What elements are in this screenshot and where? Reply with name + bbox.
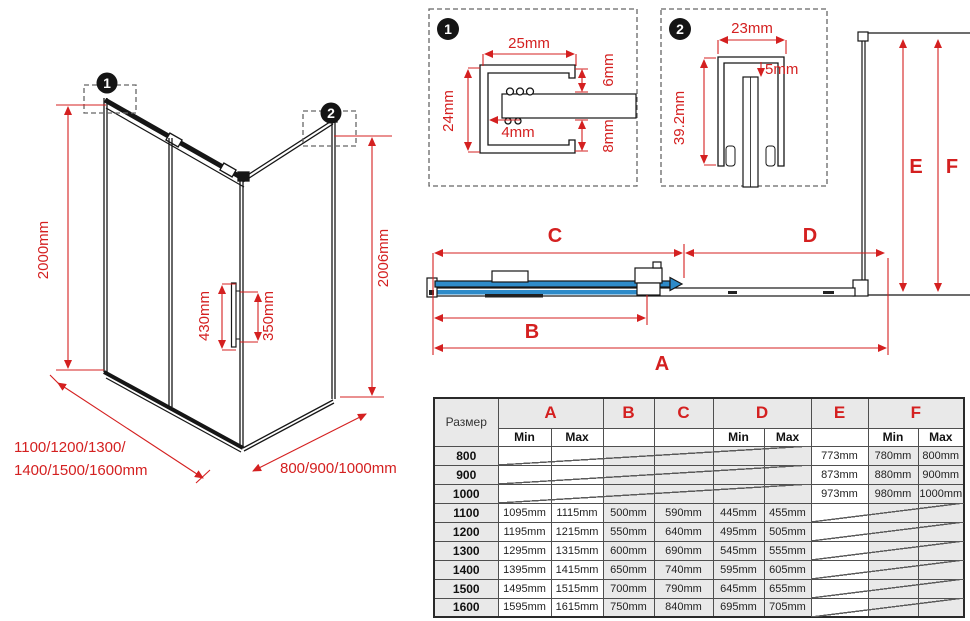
table-cell: 555mm	[764, 541, 811, 560]
d-max-header: Max	[764, 428, 811, 446]
table-cell	[654, 484, 713, 503]
e-subheader	[811, 428, 868, 446]
row-size-label: 1500	[434, 579, 498, 598]
header-d: D	[713, 398, 811, 428]
table-cell: 1615mm	[551, 598, 603, 617]
table-cell	[498, 465, 551, 484]
header-b: B	[603, 398, 654, 428]
table-cell: 980mm	[868, 484, 918, 503]
table-cell	[918, 560, 964, 579]
table-cell	[918, 579, 964, 598]
table-cell	[811, 503, 868, 522]
row-size-label: 1200	[434, 522, 498, 541]
table-cell	[868, 560, 918, 579]
table-cell: 1315mm	[551, 541, 603, 560]
table-cell	[868, 503, 918, 522]
row-size-label: 1000	[434, 484, 498, 503]
table-cell	[868, 598, 918, 617]
table-cell: 873mm	[811, 465, 868, 484]
table-cell	[868, 541, 918, 560]
table-cell: 600mm	[603, 541, 654, 560]
table-cell: 640mm	[654, 522, 713, 541]
a-min-header: Min	[498, 428, 551, 446]
detail-1-number: 1	[444, 21, 452, 37]
table-cell	[551, 465, 603, 484]
door-handle	[232, 283, 237, 347]
table-cell: 705mm	[764, 598, 811, 617]
table-cell: 750mm	[603, 598, 654, 617]
table-cell	[713, 484, 764, 503]
table-row	[434, 579, 964, 598]
header-e: E	[811, 398, 868, 428]
table-cell: 695mm	[713, 598, 764, 617]
table-cell	[603, 484, 654, 503]
table-row	[434, 541, 964, 560]
table-cell: 1215mm	[551, 522, 603, 541]
dim-depth: 800/900/1000mm	[280, 460, 397, 477]
dim-39mm: 39.2mm	[671, 90, 688, 146]
dim-width-line2: 1400/1500/1600mm	[14, 462, 148, 479]
table-cell: 605mm	[764, 560, 811, 579]
table-cell	[764, 465, 811, 484]
table-cell: 790mm	[654, 579, 713, 598]
table-cell: 840mm	[654, 598, 713, 617]
dim-letter-d: D	[802, 225, 818, 247]
dim-height-right: 2006mm	[375, 228, 392, 288]
table-cell: 455mm	[764, 503, 811, 522]
c-subheader	[654, 428, 713, 446]
table-row	[434, 446, 964, 465]
table-cell: 550mm	[603, 522, 654, 541]
dim-23mm: 23mm	[731, 20, 773, 37]
table-cell	[551, 446, 603, 465]
dim-letter-a: A	[654, 353, 670, 375]
table-cell	[811, 522, 868, 541]
table-cell: 445mm	[713, 503, 764, 522]
table-cell	[918, 598, 964, 617]
row-size-label: 1600	[434, 598, 498, 617]
table-cell: 1095mm	[498, 503, 551, 522]
plan-structure	[427, 32, 970, 298]
dim-handle-holes: 350mm	[260, 290, 277, 342]
table-cell	[603, 465, 654, 484]
header-a: A	[498, 398, 603, 428]
plan-view-drawing	[425, 10, 970, 395]
table-cell	[868, 579, 918, 598]
row-size-label: 1400	[434, 560, 498, 579]
table-cell	[868, 522, 918, 541]
table-cell: 800mm	[918, 446, 964, 465]
table-cell: 1000mm	[918, 484, 964, 503]
f-max-header: Max	[918, 428, 964, 446]
table-cell: 773mm	[811, 446, 868, 465]
table-cell	[811, 598, 868, 617]
table-cell	[551, 484, 603, 503]
roller-bracket-left	[492, 271, 528, 282]
callout-1-number: 1	[103, 75, 111, 91]
table-cell: 740mm	[654, 560, 713, 579]
size-table-wrap	[433, 397, 965, 618]
table-cell	[764, 446, 811, 465]
table-cell: 495mm	[713, 522, 764, 541]
detail-2-number: 2	[676, 21, 684, 37]
table-row	[434, 465, 964, 484]
table-cell: 505mm	[764, 522, 811, 541]
table-cell: 500mm	[603, 503, 654, 522]
row-size-label: 800	[434, 446, 498, 465]
table-cell: 645mm	[713, 579, 764, 598]
table-cell: 690mm	[654, 541, 713, 560]
table-cell: 1195mm	[498, 522, 551, 541]
row-size-label: 1300	[434, 541, 498, 560]
table-cell	[918, 503, 964, 522]
table-row	[434, 503, 964, 522]
f-min-header: Min	[868, 428, 918, 446]
table-cell: 700mm	[603, 579, 654, 598]
callout-1	[84, 73, 136, 114]
table-cell	[498, 484, 551, 503]
table-cell	[713, 465, 764, 484]
dim-letter-f: F	[945, 156, 959, 178]
table-cell: 1115mm	[551, 503, 603, 522]
table-cell	[918, 522, 964, 541]
enclosure-isometric-drawing	[0, 60, 425, 515]
table-cell: 1415mm	[551, 560, 603, 579]
callout-2	[303, 103, 356, 147]
d-min-header: Min	[713, 428, 764, 446]
table-row	[434, 484, 964, 503]
header-c: C	[654, 398, 713, 428]
fixed-glass-plan	[437, 290, 640, 295]
table-cell: 900mm	[918, 465, 964, 484]
dim-8mm: 8mm	[600, 119, 617, 153]
table-cell: 595mm	[713, 560, 764, 579]
table-cell	[654, 446, 713, 465]
table-cell: 1295mm	[498, 541, 551, 560]
table-row	[434, 522, 964, 541]
dim-4mm: 4mm	[501, 124, 535, 141]
size-column-header: Размер	[434, 398, 498, 446]
table-cell	[713, 446, 764, 465]
table-cell	[498, 446, 551, 465]
table-cell: 1515mm	[551, 579, 603, 598]
a-max-header: Max	[551, 428, 603, 446]
dim-6mm: 6mm	[600, 53, 617, 87]
table-row	[434, 598, 964, 617]
dim-letter-c: C	[547, 225, 563, 247]
size-table	[433, 397, 965, 618]
table-cell	[654, 465, 713, 484]
table-cell	[918, 541, 964, 560]
b-subheader	[603, 428, 654, 446]
roller-bracket-right	[635, 268, 662, 283]
dim-5mm: 5mm	[765, 61, 799, 78]
table-cell: 655mm	[764, 579, 811, 598]
dim-24mm: 24mm	[440, 90, 457, 132]
table-cell	[811, 579, 868, 598]
table-cell: 1495mm	[498, 579, 551, 598]
table-cell: 973mm	[811, 484, 868, 503]
table-cell: 545mm	[713, 541, 764, 560]
table-cell	[811, 541, 868, 560]
table-cell	[764, 484, 811, 503]
table-cell: 1595mm	[498, 598, 551, 617]
dim-25mm: 25mm	[508, 35, 550, 52]
table-row	[434, 560, 964, 579]
dim-letter-e: E	[909, 156, 923, 178]
table-cell	[603, 446, 654, 465]
header-f: F	[868, 398, 964, 428]
table-cell: 780mm	[868, 446, 918, 465]
enclosure-frame	[104, 98, 337, 452]
dim-width-line1: 1100/1200/1300/	[14, 439, 126, 456]
table-cell	[811, 560, 868, 579]
iso-dimension-lines	[50, 105, 392, 483]
dim-handle: 430mm	[196, 290, 213, 342]
table-cell: 880mm	[868, 465, 918, 484]
table-cell: 1395mm	[498, 560, 551, 579]
callout-2-number: 2	[327, 105, 335, 121]
row-size-label: 1100	[434, 503, 498, 522]
dim-letter-b: B	[524, 321, 540, 343]
dim-height-left: 2000mm	[35, 220, 52, 280]
row-size-label: 900	[434, 465, 498, 484]
table-cell: 590mm	[654, 503, 713, 522]
table-cell: 650mm	[603, 560, 654, 579]
